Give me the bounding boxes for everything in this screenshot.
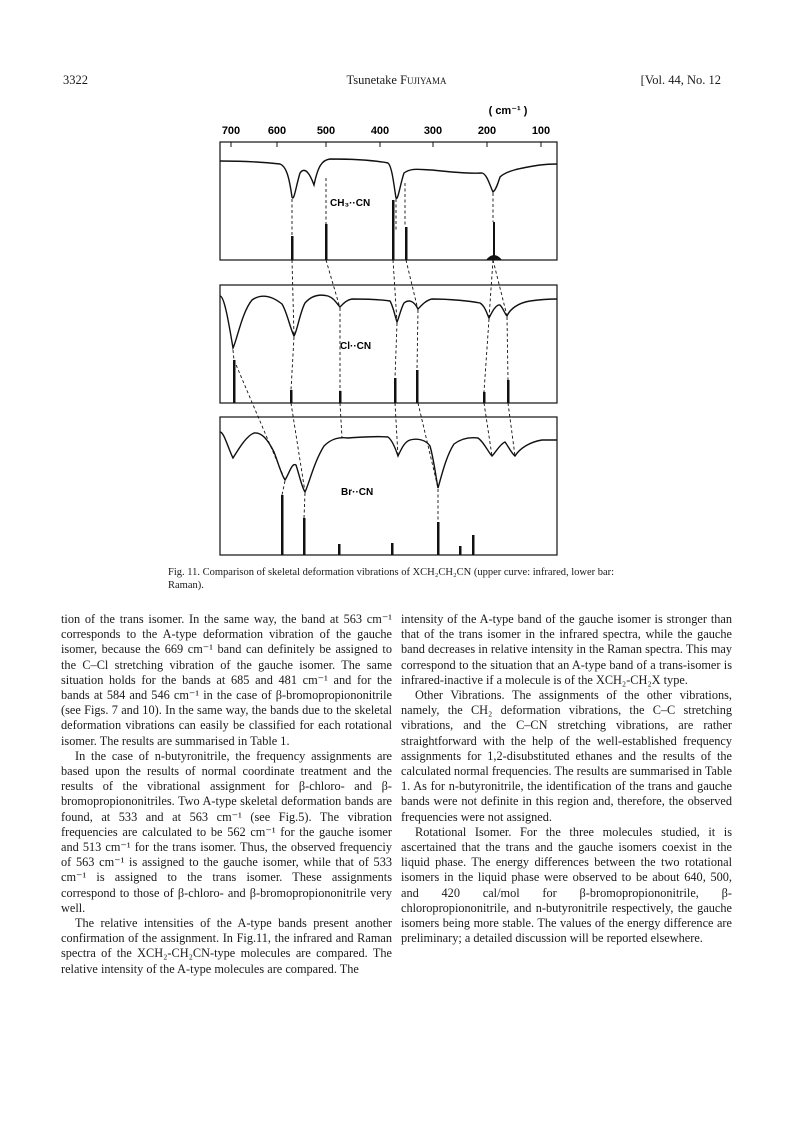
paragraph: Other Vibrations. The assignments of the other vibrations, namely, the CH₂ deformation vibrations, the C–C stretching vibrations, and the C–CN stretching vibrations, are rather straightforward with the help of the well-established frequency assignments for 1,2-disubstituted ethanes and the results of the calculated normal frequencies. The results are summarised in Table 1. As for n-butyronitrile, the identification of the trans and gauche bands were not definite in this region and, therefore, the observed frequencies were not assigned.	[401, 688, 732, 824]
journal-volume: [Vol. 44, No. 12	[640, 73, 721, 87]
paragraph: Rotational Isomer. For the three molecules studied, it is ascertained that the trans and the gauche isomers coexist in the liquid phase. The energy differences between the two rotational isomers in the liquid phase were observed to be about 640, 500, and 420 cal/mol for β-bromopropiononitrile, β-chloropropiononitrile, and n-butyronitrile respectively, the gauche isomers being more stable. The values of the energy difference are preliminary; a detailed discussion will be reported elsewhere.	[401, 824, 732, 946]
raman-bars-clcn	[233, 360, 510, 403]
panel-label-ch3cn: CH₃··CN	[330, 198, 371, 209]
paragraph: intensity of the A-type band of the gauche isomer is stronger than that of the trans isomer in the infrared spectra, while the gauche band decreases in relative intensity in the Raman spectra. This may correspond to the situation that an A-type band of a trans-isomer is infrared-inactive if a molecule is of the XCH₂-CH₂X type.	[401, 612, 732, 687]
spectrum-panel-brcn	[220, 417, 557, 555]
right-column	[401, 612, 732, 946]
wavenumber-axis	[222, 125, 550, 137]
spectrum-panel-ch3cn	[220, 142, 557, 260]
author-last: Fujiyama	[400, 73, 447, 87]
correlation-lines	[233, 178, 515, 522]
tick-label-300: 300	[423, 125, 443, 137]
paragraph: tion of the trans isomer. In the same way, the band at 563 cm⁻¹ corresponds to the A-type deformation vibration of the gauche isomer, because the 669 cm⁻¹ band can definitely be assigned to the C–Cl stretching vibration of the gauche isomer. The same situation holds for the bands at 685 and 481 cm⁻¹ and for the bands at 584 and 546 cm⁻¹ in the case of β-bromopropiononitrile (see Figs. 7 and 10). In the same way, the bands due to the skeletal deformation vibrations can easily be classified for each rotational isomer. The results are summarised in Table 1.	[61, 612, 392, 748]
tick-label-600: 600	[267, 125, 287, 137]
unit-label: ( cm⁻¹ )	[488, 105, 528, 117]
infrared-curve	[220, 159, 557, 198]
raman-bars-ch3cn	[291, 200, 502, 260]
raman-bars-brcn	[281, 495, 475, 555]
page-number: 3322	[63, 73, 88, 87]
paragraph: In the case of n-butyronitrile, the frequency assignments are based upon the results of normal coordinate treatment and the results of the vibrational assignment for β-chloro- and β-bromopropiononitriles. Two A-type skeletal deformation bands are found, at 533 and at 563 cm⁻¹ (see Fig.5). The vibration frequencies are calculated to be 562 cm⁻¹ for the gauche isomer and 513 cm⁻¹ for the trans isomer. Thus, the observed frequenciy of 563 cm⁻¹ is assigned to the gauche isomer, while that of 533 cm⁻¹ is assigned to the trans isomer. These assignments correspond to those of β-chloro- and β-bromopropiononitrile very well.	[61, 748, 392, 915]
panel-label-clcn: Cl··CN	[340, 341, 372, 352]
panel-label-brcn: Br··CN	[341, 487, 374, 498]
tick-label-200: 200	[477, 125, 497, 137]
tick-label-400: 400	[370, 125, 390, 137]
infrared-curve	[220, 432, 557, 492]
left-column	[61, 612, 392, 977]
figure-11-spectra	[0, 0, 793, 560]
infrared-curve	[220, 295, 557, 348]
author-first: Tsunetake	[346, 73, 401, 87]
paragraph: The relative intensities of the A-type bands present another confirmation of the assignment. In Fig.11, the infrared and Raman spectra of the XCH₂-CH₂CN-type molecules are compared. The relative intensity of the A-type molecules are compared. The	[61, 916, 392, 976]
tick-label-100: 100	[531, 125, 551, 137]
spectrum-panel-clcn	[220, 285, 557, 403]
tick-label-500: 500	[316, 125, 336, 137]
figure-caption: Fig. 11. Comparison of skeletal deformation vibrations of XCH₂CH₂CN (upper curve: infrared, lower bar: Raman).	[168, 567, 615, 591]
tick-label-700: 700	[221, 125, 241, 137]
